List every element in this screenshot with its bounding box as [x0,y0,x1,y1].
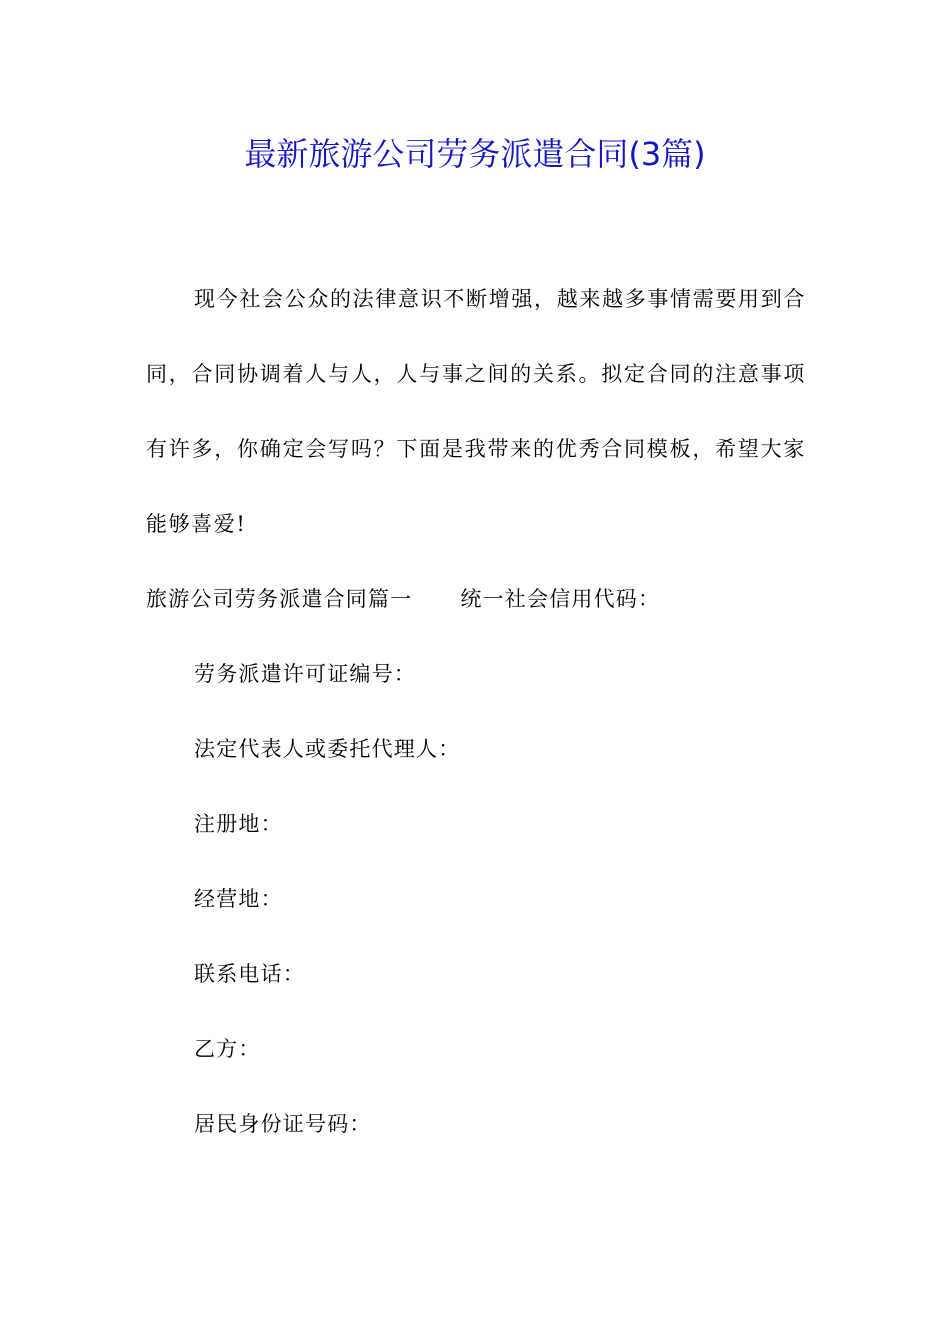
document-title: 最新旅游公司劳务派遣合同(3篇) [244,135,706,173]
id-number-field: 居民身份证号码： [194,1112,372,1136]
legal-representative-field: 法定代表人或委托代理人： [194,737,461,761]
credit-code-field: 统一社会信用代码： [460,587,661,611]
business-address-field: 经营地： [194,887,283,911]
intro-paragraph: 现今社会公众的法律意识不断增强，越来越多事情需要用到合同，合同协调着人与人，人与事之间的关系。拟定合同的注意事项有许多，你确定会写吗？下面是我带来的优秀合同模板，希望大家能够喜爱! [146,287,806,536]
registered-address-field: 注册地： [194,812,283,836]
section-heading: 旅游公司劳务派遣合同篇一 [146,587,413,611]
document-body [146,262,806,1162]
dispatch-license-field: 劳务派遣许可证编号： [194,662,416,686]
phone-field: 联系电话： [194,962,305,986]
section-heading-line [146,562,806,637]
party-b-field: 乙方： [194,1037,261,1061]
